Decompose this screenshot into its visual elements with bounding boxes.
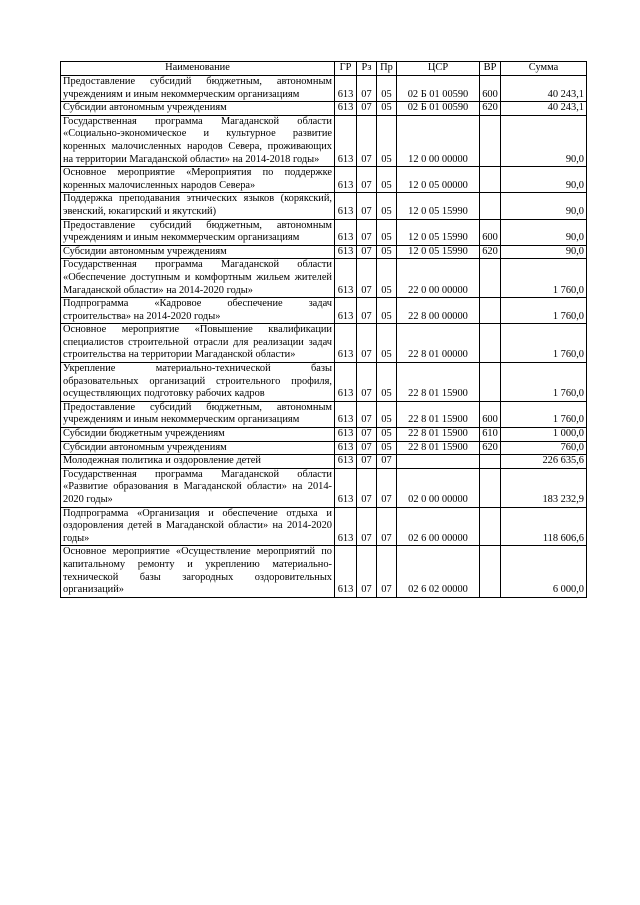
row-pr-cell: 07	[377, 468, 397, 507]
row-name-cell: Субсидии бюджетным учреждениям	[61, 428, 335, 442]
table-row	[61, 115, 587, 166]
table-body	[61, 76, 587, 598]
table-row	[61, 363, 587, 402]
row-sum-cell: 90,0	[501, 167, 587, 193]
row-csr-cell: 22 8 01 15900	[397, 428, 480, 442]
row-vr-cell	[480, 546, 501, 597]
row-name-cell: Предоставление субсидий бюджетным, автономным учреждениям и иным некоммерческим организациям	[61, 219, 335, 245]
row-rz-cell: 07	[357, 193, 377, 219]
row-name-cell: Укрепление материально-технической базы образовательных организаций строительного профиля, осуществляющих подготовку рабочих кадров	[61, 363, 335, 402]
header-rz: Рз	[357, 62, 377, 76]
table-row	[61, 507, 587, 546]
row-rz-cell: 07	[357, 115, 377, 166]
row-sum-cell: 90,0	[501, 219, 587, 245]
row-vr-cell	[480, 167, 501, 193]
row-sum-cell: 1 760,0	[501, 324, 587, 363]
header-gr: ГР	[335, 62, 357, 76]
row-sum-cell: 6 000,0	[501, 546, 587, 597]
row-rz-cell: 07	[357, 259, 377, 298]
row-name-cell: Молодежная политика и оздоровление детей	[61, 455, 335, 469]
row-gr-cell: 613	[335, 245, 357, 259]
row-csr-cell	[397, 455, 480, 469]
table-row	[61, 193, 587, 219]
table-row	[61, 102, 587, 116]
table-row	[61, 298, 587, 324]
header-name: Наименование	[61, 62, 335, 76]
table-row	[61, 245, 587, 259]
row-sum-cell: 90,0	[501, 193, 587, 219]
row-sum-cell: 1 760,0	[501, 298, 587, 324]
table-header-row	[61, 62, 587, 76]
row-gr-cell: 613	[335, 507, 357, 546]
header-vr: ВР	[480, 62, 501, 76]
table-row	[61, 219, 587, 245]
row-rz-cell: 07	[357, 245, 377, 259]
row-sum-cell: 183 232,9	[501, 468, 587, 507]
row-gr-cell: 613	[335, 455, 357, 469]
row-gr-cell: 613	[335, 102, 357, 116]
row-csr-cell: 12 0 00 00000	[397, 115, 480, 166]
row-rz-cell: 07	[357, 455, 377, 469]
row-pr-cell: 05	[377, 102, 397, 116]
row-gr-cell: 613	[335, 298, 357, 324]
table-row	[61, 76, 587, 102]
row-rz-cell: 07	[357, 507, 377, 546]
row-vr-cell: 620	[480, 441, 501, 455]
row-name-cell: Субсидии автономным учреждениям	[61, 102, 335, 116]
row-rz-cell: 07	[357, 546, 377, 597]
row-rz-cell: 07	[357, 401, 377, 427]
row-pr-cell: 05	[377, 298, 397, 324]
row-name-cell: Основное мероприятие «Повышение квалификации специалистов строительной отрасли для реализации задач строительства на территории Магаданской области»	[61, 324, 335, 363]
row-rz-cell: 07	[357, 363, 377, 402]
table-row	[61, 324, 587, 363]
row-csr-cell: 02 Б 01 00590	[397, 76, 480, 102]
table-row	[61, 455, 587, 469]
header-csr: ЦСР	[397, 62, 480, 76]
table-row	[61, 546, 587, 597]
row-rz-cell: 07	[357, 324, 377, 363]
row-sum-cell: 90,0	[501, 115, 587, 166]
row-gr-cell: 613	[335, 259, 357, 298]
row-pr-cell: 05	[377, 259, 397, 298]
table-row	[61, 428, 587, 442]
row-name-cell: Поддержка преподавания этнических языков (корякский, эвенский, юкагирский и якутский)	[61, 193, 335, 219]
row-sum-cell: 760,0	[501, 441, 587, 455]
row-rz-cell: 07	[357, 298, 377, 324]
row-csr-cell: 12 0 05 00000	[397, 167, 480, 193]
row-pr-cell: 05	[377, 428, 397, 442]
row-gr-cell: 613	[335, 363, 357, 402]
row-rz-cell: 07	[357, 76, 377, 102]
row-csr-cell: 22 8 01 15900	[397, 441, 480, 455]
row-pr-cell: 05	[377, 245, 397, 259]
row-sum-cell: 40 243,1	[501, 76, 587, 102]
row-name-cell: Подпрограмма «Кадровое обеспечение задач строительства» на 2014-2020 годы»	[61, 298, 335, 324]
row-sum-cell: 1 760,0	[501, 401, 587, 427]
row-vr-cell	[480, 298, 501, 324]
row-sum-cell: 40 243,1	[501, 102, 587, 116]
row-name-cell: Государственная программа Магаданской области «Социально-экономическое и культурное развитие коренных малочисленных народов Севера, проживающих на территории Магаданской области» на 2014-2018 годы»	[61, 115, 335, 166]
row-csr-cell: 02 6 00 00000	[397, 507, 480, 546]
row-gr-cell: 613	[335, 324, 357, 363]
row-vr-cell	[480, 455, 501, 469]
row-csr-cell: 02 Б 01 00590	[397, 102, 480, 116]
row-name-cell: Основное мероприятие «Осуществление мероприятий по капитальному ремонту и укреплению материально-технической базы загородных оздоровительных организаций»	[61, 546, 335, 597]
row-sum-cell: 118 606,6	[501, 507, 587, 546]
row-pr-cell: 05	[377, 401, 397, 427]
table-row	[61, 401, 587, 427]
row-gr-cell: 613	[335, 468, 357, 507]
row-vr-cell	[480, 507, 501, 546]
row-csr-cell: 02 6 02 00000	[397, 546, 480, 597]
row-pr-cell: 05	[377, 115, 397, 166]
row-pr-cell: 07	[377, 507, 397, 546]
budget-table	[60, 61, 587, 598]
row-pr-cell: 05	[377, 219, 397, 245]
row-vr-cell	[480, 324, 501, 363]
row-vr-cell	[480, 193, 501, 219]
row-vr-cell: 620	[480, 245, 501, 259]
row-pr-cell: 05	[377, 441, 397, 455]
header-pr: Пр	[377, 62, 397, 76]
row-vr-cell	[480, 115, 501, 166]
row-pr-cell: 05	[377, 363, 397, 402]
row-rz-cell: 07	[357, 167, 377, 193]
row-name-cell: Субсидии автономным учреждениям	[61, 441, 335, 455]
row-sum-cell: 90,0	[501, 245, 587, 259]
row-pr-cell: 05	[377, 76, 397, 102]
row-gr-cell: 613	[335, 441, 357, 455]
row-vr-cell: 610	[480, 428, 501, 442]
row-rz-cell: 07	[357, 219, 377, 245]
row-name-cell: Государственная программа Магаданской области «Обеспечение доступным и комфортным жильем жителей Магаданской области» на 2014-2020 годы»	[61, 259, 335, 298]
row-vr-cell: 600	[480, 76, 501, 102]
row-rz-cell: 07	[357, 102, 377, 116]
row-csr-cell: 22 8 01 15900	[397, 363, 480, 402]
row-name-cell: Основное мероприятие «Мероприятия по поддержке коренных малочисленных народов Севера»	[61, 167, 335, 193]
row-vr-cell	[480, 363, 501, 402]
row-gr-cell: 613	[335, 219, 357, 245]
row-gr-cell: 613	[335, 193, 357, 219]
row-name-cell: Субсидии автономным учреждениям	[61, 245, 335, 259]
row-csr-cell: 02 0 00 00000	[397, 468, 480, 507]
table-row	[61, 468, 587, 507]
row-csr-cell: 22 8 01 00000	[397, 324, 480, 363]
row-gr-cell: 613	[335, 115, 357, 166]
row-vr-cell	[480, 468, 501, 507]
row-gr-cell: 613	[335, 546, 357, 597]
row-name-cell: Предоставление субсидий бюджетным, автономным учреждениям и иным некоммерческим организациям	[61, 401, 335, 427]
row-csr-cell: 12 0 05 15990	[397, 219, 480, 245]
table-row	[61, 167, 587, 193]
row-csr-cell: 12 0 05 15990	[397, 193, 480, 219]
row-pr-cell: 05	[377, 193, 397, 219]
row-sum-cell: 1 760,0	[501, 259, 587, 298]
row-pr-cell: 05	[377, 167, 397, 193]
row-vr-cell: 620	[480, 102, 501, 116]
row-name-cell: Предоставление субсидий бюджетным, автономным учреждениям и иным некоммерческим организациям	[61, 76, 335, 102]
row-gr-cell: 613	[335, 76, 357, 102]
row-gr-cell: 613	[335, 401, 357, 427]
row-rz-cell: 07	[357, 428, 377, 442]
row-gr-cell: 613	[335, 167, 357, 193]
row-sum-cell: 1 760,0	[501, 363, 587, 402]
row-sum-cell: 1 000,0	[501, 428, 587, 442]
row-name-cell: Подпрограмма «Организация и обеспечение отдыха и оздоровления детей в Магаданской области» на 2014-2020 годы»	[61, 507, 335, 546]
row-pr-cell: 07	[377, 546, 397, 597]
header-sum: Сумма	[501, 62, 587, 76]
table-row	[61, 441, 587, 455]
row-rz-cell: 07	[357, 441, 377, 455]
row-sum-cell: 226 635,6	[501, 455, 587, 469]
row-csr-cell: 22 0 00 00000	[397, 259, 480, 298]
row-vr-cell: 600	[480, 219, 501, 245]
row-vr-cell: 600	[480, 401, 501, 427]
row-gr-cell: 613	[335, 428, 357, 442]
row-vr-cell	[480, 259, 501, 298]
row-csr-cell: 22 8 01 15900	[397, 401, 480, 427]
row-csr-cell: 12 0 05 15990	[397, 245, 480, 259]
row-csr-cell: 22 8 00 00000	[397, 298, 480, 324]
row-name-cell: Государственная программа Магаданской области «Развитие образования в Магаданской области» на 2014-2020 годы»	[61, 468, 335, 507]
row-pr-cell: 05	[377, 324, 397, 363]
table-row	[61, 259, 587, 298]
row-rz-cell: 07	[357, 468, 377, 507]
row-pr-cell: 07	[377, 455, 397, 469]
